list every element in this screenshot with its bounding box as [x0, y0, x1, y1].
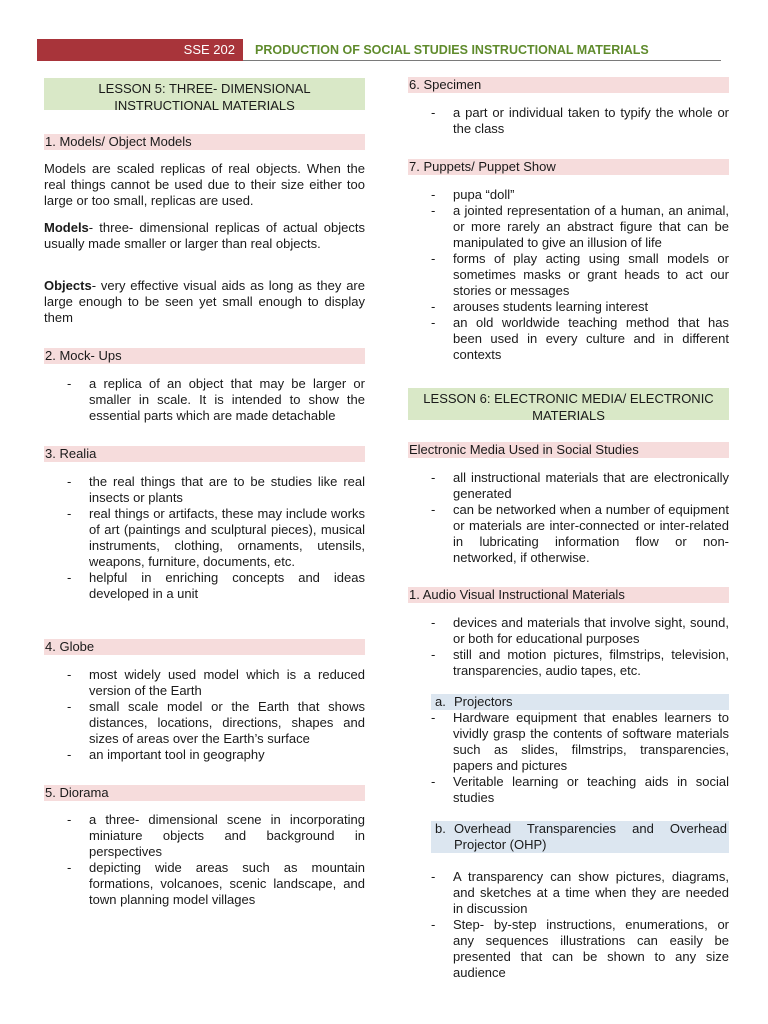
list-item: - small scale model or the Earth that shows distances, locations, directions, shapes and sizes of areas over the Earth’s surface	[67, 699, 365, 747]
list-item: - most widely used model which is a reduced version of the Earth	[67, 667, 365, 699]
list-item: - depicting wide areas such as mountain formations, volcanoes, scenic landscape, and town planning model villages	[67, 860, 365, 908]
subsection-ohp-heading	[431, 821, 729, 853]
section-mockups-heading: 2. Mock- Ups	[44, 348, 365, 364]
lesson6-title-line1: LESSON 6: ELECTRONIC MEDIA/ ELECTRONIC	[423, 391, 714, 406]
list-item: - still and motion pictures, filmstrips, television, transparencies, audio tapes, etc.	[431, 647, 729, 679]
models-intro: Models are scaled replicas of real objects. When the real things cannot be used due to their size either too large or too small, replicas are used.	[44, 161, 365, 208]
list-item: - pupa “doll”	[431, 187, 729, 203]
section-puppets-heading: 7. Puppets/ Puppet Show	[408, 159, 729, 175]
projectors-title: Projectors	[454, 694, 513, 709]
ohp-list	[431, 869, 729, 981]
list-item: - real things or artifacts, these may include works of art (paintings and sculptural pieces), musical instruments, clothing, ornaments, utensils, weapons, furniture, documents, etc.	[67, 506, 365, 570]
projectors-letter: a.	[435, 694, 446, 709]
electronic-media-list	[431, 470, 729, 566]
models-definition	[44, 220, 365, 252]
list-item: - the real things that are to be studies like real insects or plants	[67, 474, 365, 506]
list-item: - arouses students learning interest	[431, 299, 729, 315]
mockups-list	[67, 376, 365, 424]
list-item: - A transparency can show pictures, diagrams, and sketches at a time when they are needed in discussion	[431, 869, 729, 917]
lesson5-title-line1: LESSON 5: THREE- DIMENSIONAL	[98, 81, 311, 96]
list-item: - forms of play acting using small models or sometimes masks or grant heads to act our stories or messages	[431, 251, 729, 299]
course-code: SSE 202	[37, 39, 243, 61]
list-item: - a three- dimensional scene in incorporating miniature objects and background in perspectives	[67, 812, 365, 860]
list-item: - Hardware equipment that enables learners to vividly grasp the contents of software materials such as slides, filmstrips, transparencies, papers and pictures	[431, 710, 729, 774]
page-header	[37, 39, 721, 61]
list-item: - an old worldwide teaching method that has been used in every culture and in different contexts	[431, 315, 729, 363]
section-audio-visual-heading: 1. Audio Visual Instructional Materials	[408, 587, 729, 603]
ohp-letter: b.	[435, 821, 446, 836]
lesson6-title-line2: MATERIALS	[532, 408, 605, 423]
objects-term: Objects	[44, 278, 92, 293]
section-realia-heading: 3. Realia	[44, 446, 365, 462]
list-item: - can be networked when a number of equipment or materials are inter-connected or inter-related in lubricating information flow or non- networked, if otherwise.	[431, 502, 729, 566]
section-diorama-heading: 5. Diorama	[44, 785, 365, 801]
objects-definition	[44, 278, 365, 326]
section-globe-heading: 4. Globe	[44, 639, 365, 655]
models-def: - three- dimensional replicas of actual objects usually made smaller or larger than real objects.	[44, 220, 365, 251]
section-models-heading: 1. Models/ Object Models	[44, 134, 365, 150]
section-electronic-media-heading: Electronic Media Used in Social Studies	[408, 442, 729, 458]
list-item: - devices and materials that involve sight, sound, or both for educational purposes	[431, 615, 729, 647]
puppets-list	[431, 187, 729, 363]
list-item: - Veritable learning or teaching aids in social studies	[431, 774, 729, 806]
section-specimen-heading: 6. Specimen	[408, 77, 729, 93]
realia-list	[67, 474, 365, 602]
list-item: - an important tool in geography	[67, 747, 365, 763]
subsection-projectors-heading	[431, 694, 729, 710]
projectors-list	[431, 710, 729, 806]
objects-def: - very effective visual aids as long as they are large enough to be seen yet small enough to display them	[44, 278, 365, 325]
list-item: - a replica of an object that may be larger or smaller in scale. It is intended to show the essential parts which are made detachable	[67, 376, 365, 424]
list-item: - a part or individual taken to typify the whole or the class	[431, 105, 729, 137]
globe-list	[67, 667, 365, 763]
list-item: - all instructional materials that are electronically generated	[431, 470, 729, 502]
audio-visual-list	[431, 615, 729, 679]
lesson6-title	[408, 388, 729, 423]
header-rule	[243, 60, 721, 61]
list-item: - helpful in enriching concepts and ideas developed in a unit	[67, 570, 365, 602]
models-term: Models	[44, 220, 89, 235]
diorama-list	[67, 812, 365, 908]
specimen-list	[431, 105, 729, 137]
ohp-title: Overhead Transparencies and Overhead Projector (OHP)	[454, 821, 727, 852]
list-item: - a jointed representation of a human, an animal, or more rarely an abstract figure that can be manipulated to give an illusion of life	[431, 203, 729, 251]
lesson5-title-line2: INSTRUCTIONAL MATERIALS	[114, 98, 295, 113]
lesson5-title	[44, 78, 365, 113]
course-title: PRODUCTION OF SOCIAL STUDIES INSTRUCTIONAL MATERIALS	[255, 43, 649, 57]
list-item: - Step- by-step instructions, enumerations, or any sequences illustrations can easily be presented that can be shown to any size audience	[431, 917, 729, 981]
